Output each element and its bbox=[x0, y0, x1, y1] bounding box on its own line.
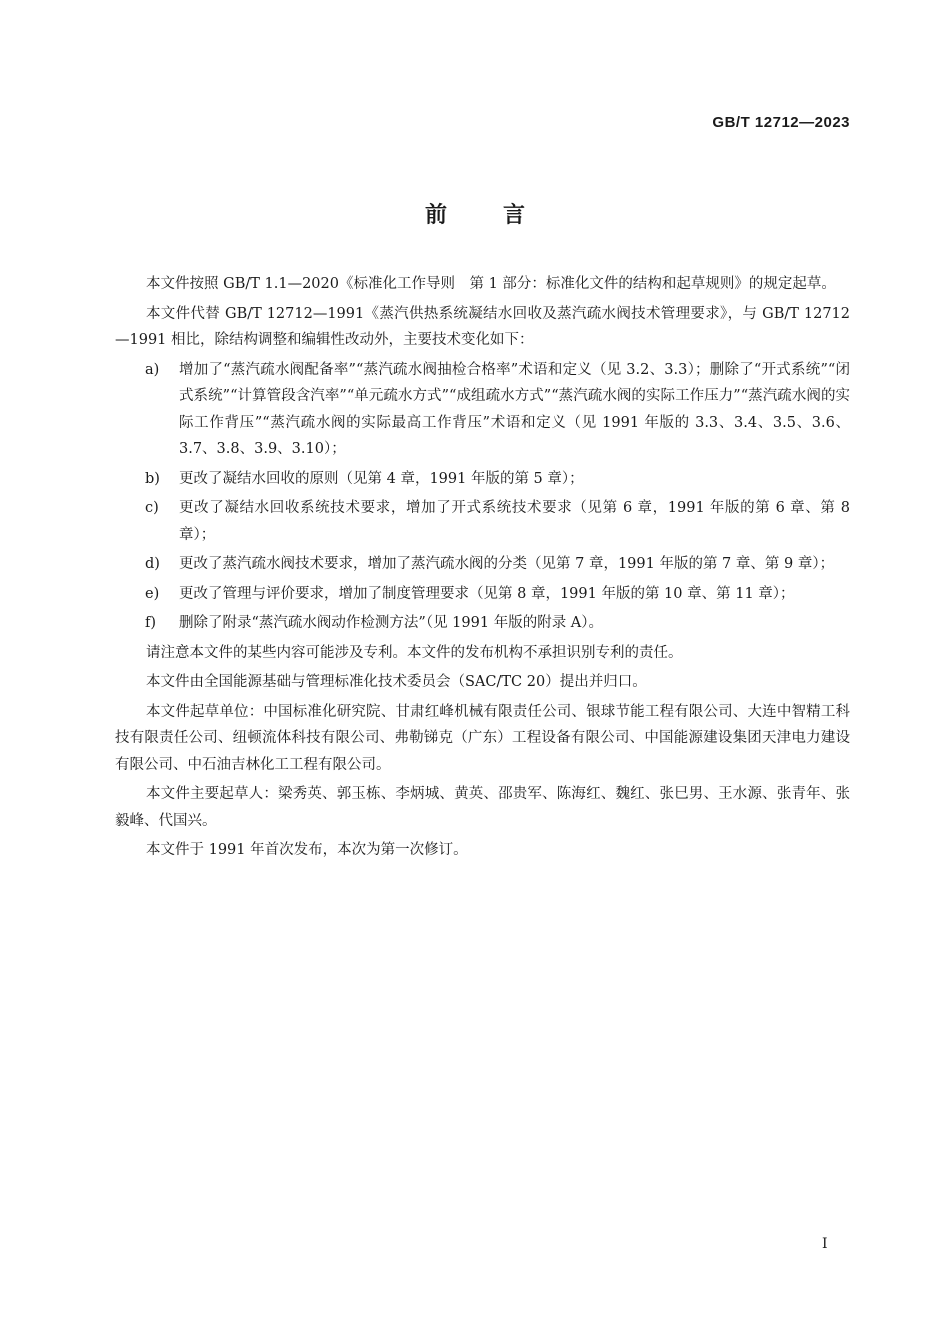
list-item-marker: a) bbox=[145, 361, 160, 378]
standard-code: GB/T 12712—2023 bbox=[712, 114, 850, 131]
list-item-text: 更改了蒸汽疏水阀技术要求，增加了蒸汽疏水阀的分类（见第 7 章，1991 年版的第 7 章、第 9 章）； bbox=[179, 556, 835, 572]
list-item-marker: c) bbox=[145, 500, 159, 516]
paragraph-drafters: 本文件主要起草人：梁秀英、郭玉栋、李炳城、黄英、邵贵军、陈海红、魏红、张巳男、王水源、张青年、张毅峰、代国兴。 bbox=[115, 786, 850, 829]
list-item bbox=[115, 610, 850, 637]
paragraph-drafting-basis: 本文件按照 GB/T 1.1—2020《标准化工作导则 第 1 部分：标准化文件的结构和起草规则》的规定起草。 bbox=[146, 276, 836, 292]
list-item bbox=[115, 551, 850, 578]
document-body bbox=[115, 271, 850, 867]
paragraph-patent-notice: 请注意本文件的某些内容可能涉及专利。本文件的发布机构不承担识别专利的责任。 bbox=[146, 644, 683, 661]
page-number: I bbox=[822, 1236, 828, 1252]
list-item-marker: e) bbox=[145, 585, 160, 602]
list-item bbox=[115, 357, 850, 463]
paragraph-proposer: 本文件由全国能源基础与管理标准化技术委员会（SAC/TC 20）提出并归口。 bbox=[146, 674, 647, 690]
paragraph-replacement: 本文件代替 GB/T 12712—1991《蒸汽供热系统凝结水回收及蒸汽疏水阀技术管理要求》，与 GB/T 12712—1991 相比，除结构调整和编辑性改动外，主要技术变化如下： bbox=[115, 305, 850, 348]
page-title: 前言 bbox=[424, 203, 581, 228]
paragraph-drafting-units: 本文件起草单位：中国标准化研究院、甘肃红峰机械有限责任公司、银球节能工程有限公司、大连中智精工科技有限责任公司、纽顿流体科技有限公司、弗勒锑克（广东）工程设备有限公司、中国能源建设集团天津电力建设有限公司、中石油吉林化工工程有限公司。 bbox=[115, 703, 850, 773]
list-item-marker: d) bbox=[145, 556, 160, 572]
list-item-marker: f) bbox=[145, 615, 157, 631]
list-item bbox=[115, 495, 850, 548]
list-item-text: 更改了管理与评价要求，增加了制度管理要求（见第 8 章，1991 年版的第 10 章、第 11 章）； bbox=[179, 585, 795, 602]
list-item-text: 更改了凝结水回收系统技术要求，增加了开式系统技术要求（见第 6 章，1991 年版的第 6 章、第 8 章）； bbox=[179, 500, 850, 543]
list-item bbox=[115, 466, 850, 493]
list-item-marker: b) bbox=[145, 470, 160, 487]
list-item-text: 增加了“蒸汽疏水阀配备率”“蒸汽疏水阀抽检合格率”术语和定义（见 3.2、3.3）；删除了“开式系统”“闭式系统”“计算管段含汽率”“单元疏水方式”“成组疏水方式”“蒸汽疏水阀的实际工作压力”“蒸汽疏水阀的实际工作背压”“蒸汽疏水阀的实际最高工作背压”术语和定义（见 1991 年版的 3.3、3.4、3.5、3.6、3.7、3.8、3.9、3.10）； bbox=[179, 361, 850, 457]
list-item bbox=[115, 581, 850, 608]
paragraph-publication-history: 本文件于 1991 年首次发布，本次为第一次修订。 bbox=[146, 842, 468, 858]
list-item-text: 更改了凝结水回收的原则（见第 4 章，1991 年版的第 5 章）； bbox=[179, 470, 584, 487]
list-item-text: 删除了附录“蒸汽疏水阀动作检测方法”（见 1991 年版的附录 A）。 bbox=[179, 615, 604, 631]
